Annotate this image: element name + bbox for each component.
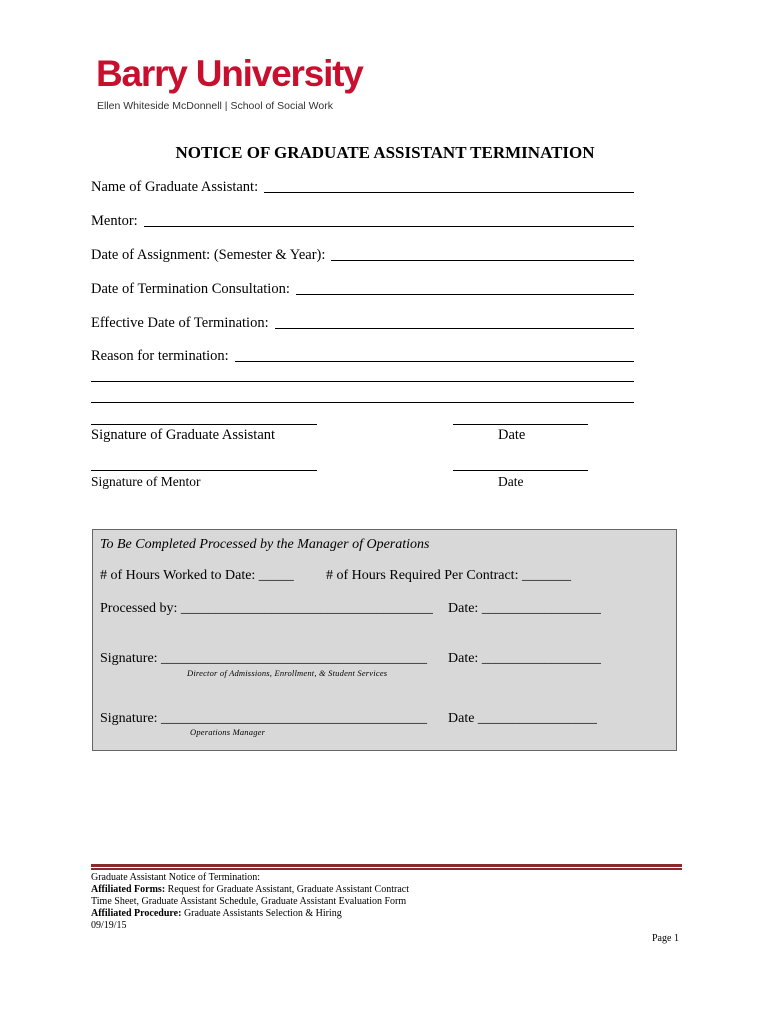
ga-date-line[interactable] — [453, 424, 588, 425]
manager-date-field[interactable]: Date _________________ — [448, 711, 597, 726]
school-subtitle: Ellen Whiteside McDonnell | School of Social Work — [97, 100, 333, 112]
field-assignment-input-line[interactable] — [331, 246, 634, 261]
page-number: Page 1 — [652, 933, 679, 944]
field-name — [91, 178, 634, 196]
manager-title-label: Operations Manager — [190, 727, 266, 737]
hours-worked-field[interactable]: # of Hours Worked to Date: _____ — [100, 568, 294, 583]
footer-rule — [91, 864, 682, 867]
processed-by-field[interactable]: Processed by: ____________________________________ — [100, 601, 433, 616]
field-reason-input-line[interactable] — [235, 347, 634, 362]
field-consultation-label: Date of Termination Consultation: — [91, 281, 290, 297]
mentor-signature-line[interactable] — [91, 470, 317, 471]
field-effective — [91, 314, 634, 332]
field-effective-input-line[interactable] — [275, 314, 634, 329]
manager-signature-field[interactable]: Signature: ______________________________________ — [100, 711, 428, 726]
field-reason — [91, 347, 634, 365]
director-signature-field[interactable]: Signature: ______________________________________ — [100, 651, 428, 666]
document-title: NOTICE OF GRADUATE ASSISTANT TERMINATION — [175, 143, 595, 162]
university-logo-name: Barry University — [96, 53, 363, 94]
footer-procedure-text: Graduate Assistants Selection & Hiring — [181, 908, 342, 919]
footer-forms-continuation: Time Sheet, Graduate Assistant Schedule, Graduate Assistant Evaluation Form — [91, 896, 407, 907]
field-consultation — [91, 280, 634, 298]
ga-signature-label: Signature of Graduate Assistant — [91, 427, 276, 443]
mentor-date-label: Date — [498, 474, 524, 489]
footer-affiliated-procedure — [91, 908, 342, 920]
field-mentor-label: Mentor: — [91, 213, 138, 229]
field-assignment — [91, 246, 634, 264]
field-name-input-line[interactable] — [264, 178, 634, 193]
footer-forms-label: Affiliated Forms: — [91, 884, 166, 895]
director-title-label: Director of Admissions, Enrollment, & Student Services — [187, 668, 388, 678]
footer-date: 09/19/15 — [91, 920, 127, 931]
field-assignment-label: Date of Assignment: (Semester & Year): — [91, 247, 326, 263]
footer-form-name: Graduate Assistant Notice of Termination: — [91, 872, 261, 883]
field-name-label: Name of Graduate Assistant: — [91, 179, 259, 195]
field-mentor — [91, 212, 634, 230]
field-reason-label: Reason for termination: — [91, 348, 229, 364]
hours-required-field[interactable]: # of Hours Required Per Contract: _______ — [326, 568, 571, 583]
operations-box-heading: To Be Completed Processed by the Manager of Operations — [100, 537, 430, 552]
reason-continuation-line[interactable] — [91, 381, 634, 382]
processed-date-field[interactable]: Date: _________________ — [448, 601, 601, 616]
footer-affiliated-forms — [91, 884, 409, 896]
mentor-signature-label: Signature of Mentor — [91, 474, 201, 489]
footer-forms-text: Request for Graduate Assistant, Graduate Assistant Contract — [165, 884, 409, 895]
ga-signature-line[interactable] — [91, 424, 317, 425]
mentor-date-line[interactable] — [453, 470, 588, 471]
footer-procedure-label: Affiliated Procedure: — [91, 908, 182, 919]
ga-date-label: Date — [498, 427, 526, 443]
field-consultation-input-line[interactable] — [296, 280, 634, 295]
field-mentor-input-line[interactable] — [144, 212, 634, 227]
director-date-field[interactable]: Date: _________________ — [448, 651, 601, 666]
field-effective-label: Effective Date of Termination: — [91, 315, 269, 331]
reason-continuation-line[interactable] — [91, 402, 634, 403]
footer-rule — [91, 868, 682, 870]
